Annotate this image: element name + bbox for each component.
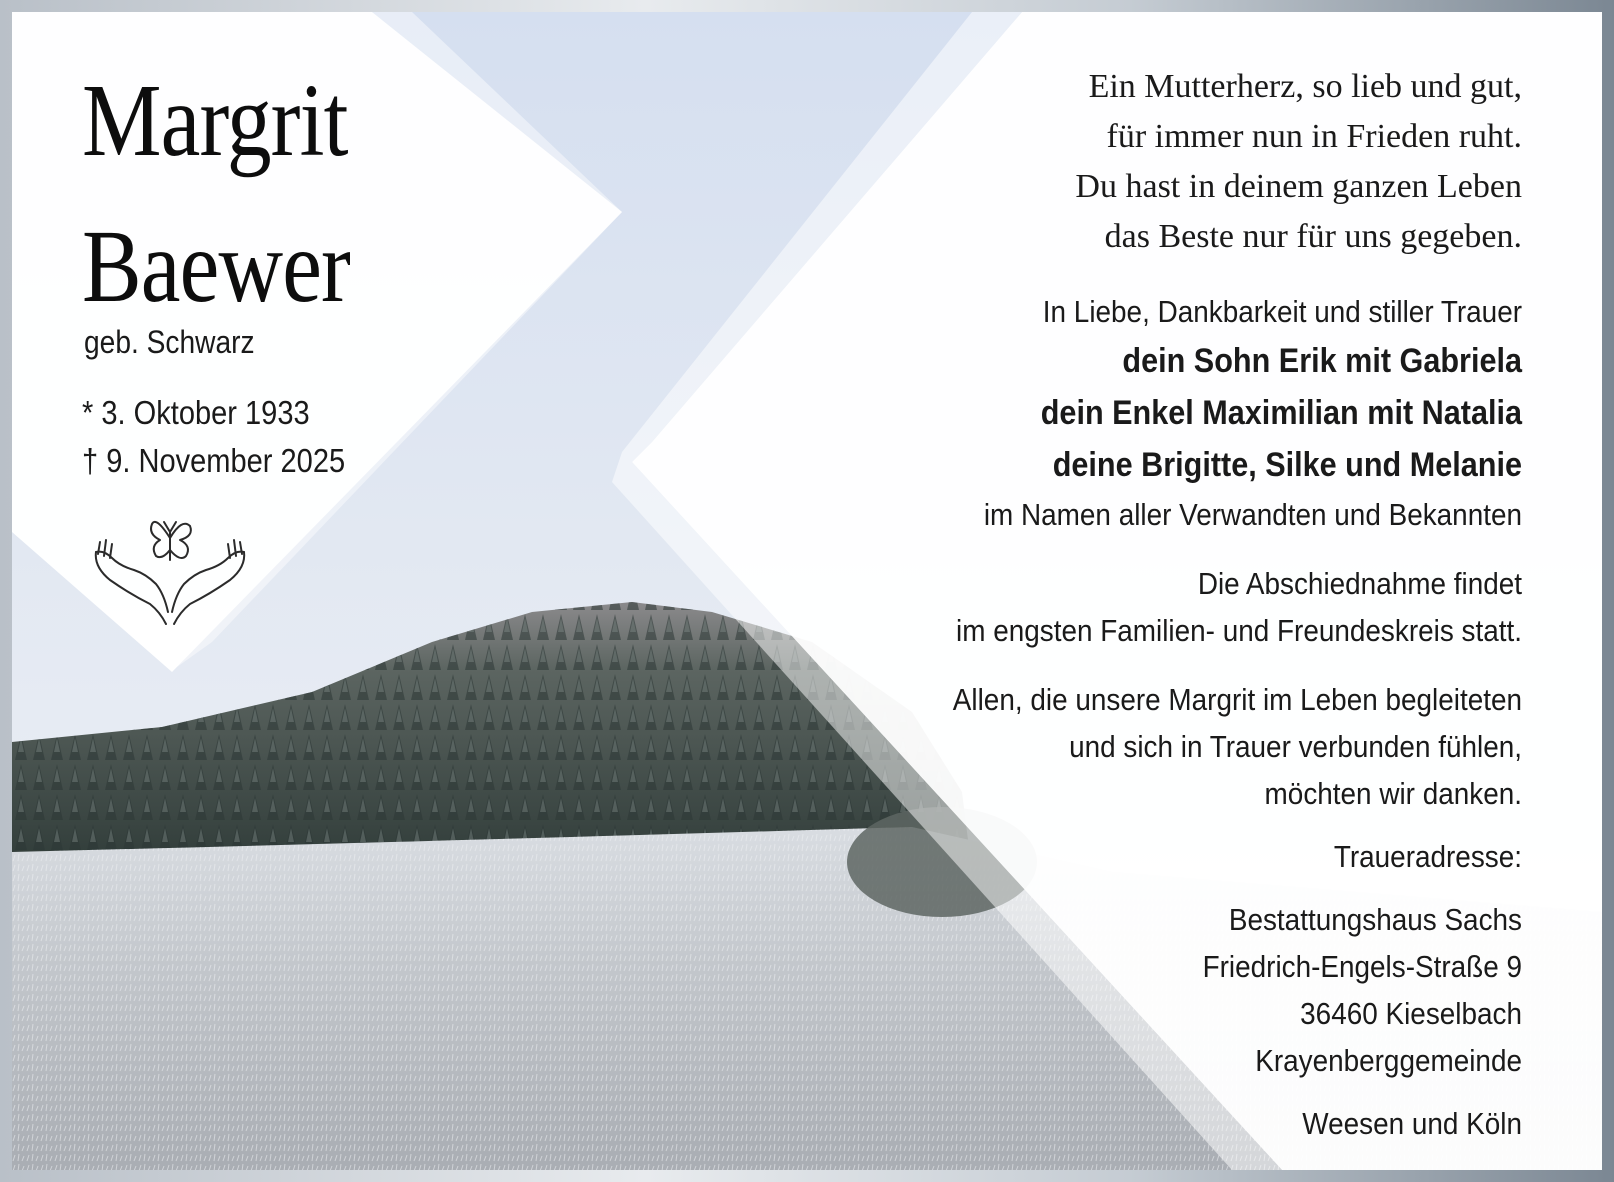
farewell-line: Die Abschiednahme findet	[1197, 566, 1522, 601]
poem-line: das Beste nur für uns gegeben.	[1104, 218, 1522, 255]
poem-line: Ein Mutterherz, so lieb und gut,	[1088, 68, 1522, 105]
death-date: † 9. November 2025	[82, 442, 346, 479]
farewell-line: im engsten Familien- und Freundeskreis statt.	[955, 613, 1522, 648]
thanks-line: Allen, die unsere Margrit im Leben begleiteten	[952, 682, 1522, 717]
birth-date: * 3. Oktober 1933	[82, 394, 310, 431]
deceased-first-name: Margrit	[82, 63, 348, 178]
poem	[822, 62, 1522, 262]
card-inner	[12, 12, 1602, 1170]
address-line: Friedrich-Engels-Straße 9	[1202, 949, 1522, 984]
mourner-name: dein Enkel Maximilian mit Natalia	[1040, 394, 1522, 432]
mourner-name: dein Sohn Erik mit Gabriela	[1122, 342, 1522, 380]
address-line: Bestattungshaus Sachs	[1228, 902, 1522, 937]
mourners-intro: In Liebe, Dankbarkeit und stiller Trauer	[1042, 294, 1522, 329]
maiden-name: geb. Schwarz	[84, 324, 255, 360]
deceased-last-name: Baewer	[82, 209, 350, 324]
address-line: Krayenberggemeinde	[1255, 1043, 1522, 1078]
thanks-line: möchten wir danken.	[1264, 776, 1522, 811]
place-line: Weesen und Köln	[1302, 1106, 1522, 1141]
poem-line: Du hast in deinem ganzen Leben	[1075, 168, 1522, 205]
mourner-name: deine Brigitte, Silke und Melanie	[1052, 446, 1522, 484]
poem-line: für immer nun in Frieden ruht.	[1106, 118, 1522, 155]
right-text-block	[722, 288, 1522, 1147]
address-line: 36460 Kieselbach	[1300, 996, 1522, 1031]
address-label: Traueradresse:	[1333, 839, 1522, 874]
hands-butterfly-icon	[90, 512, 250, 630]
thanks-line: und sich in Trauer verbunden fühlen,	[1069, 729, 1522, 764]
mourners-outro: im Namen aller Verwandten und Bekannten	[983, 497, 1522, 532]
